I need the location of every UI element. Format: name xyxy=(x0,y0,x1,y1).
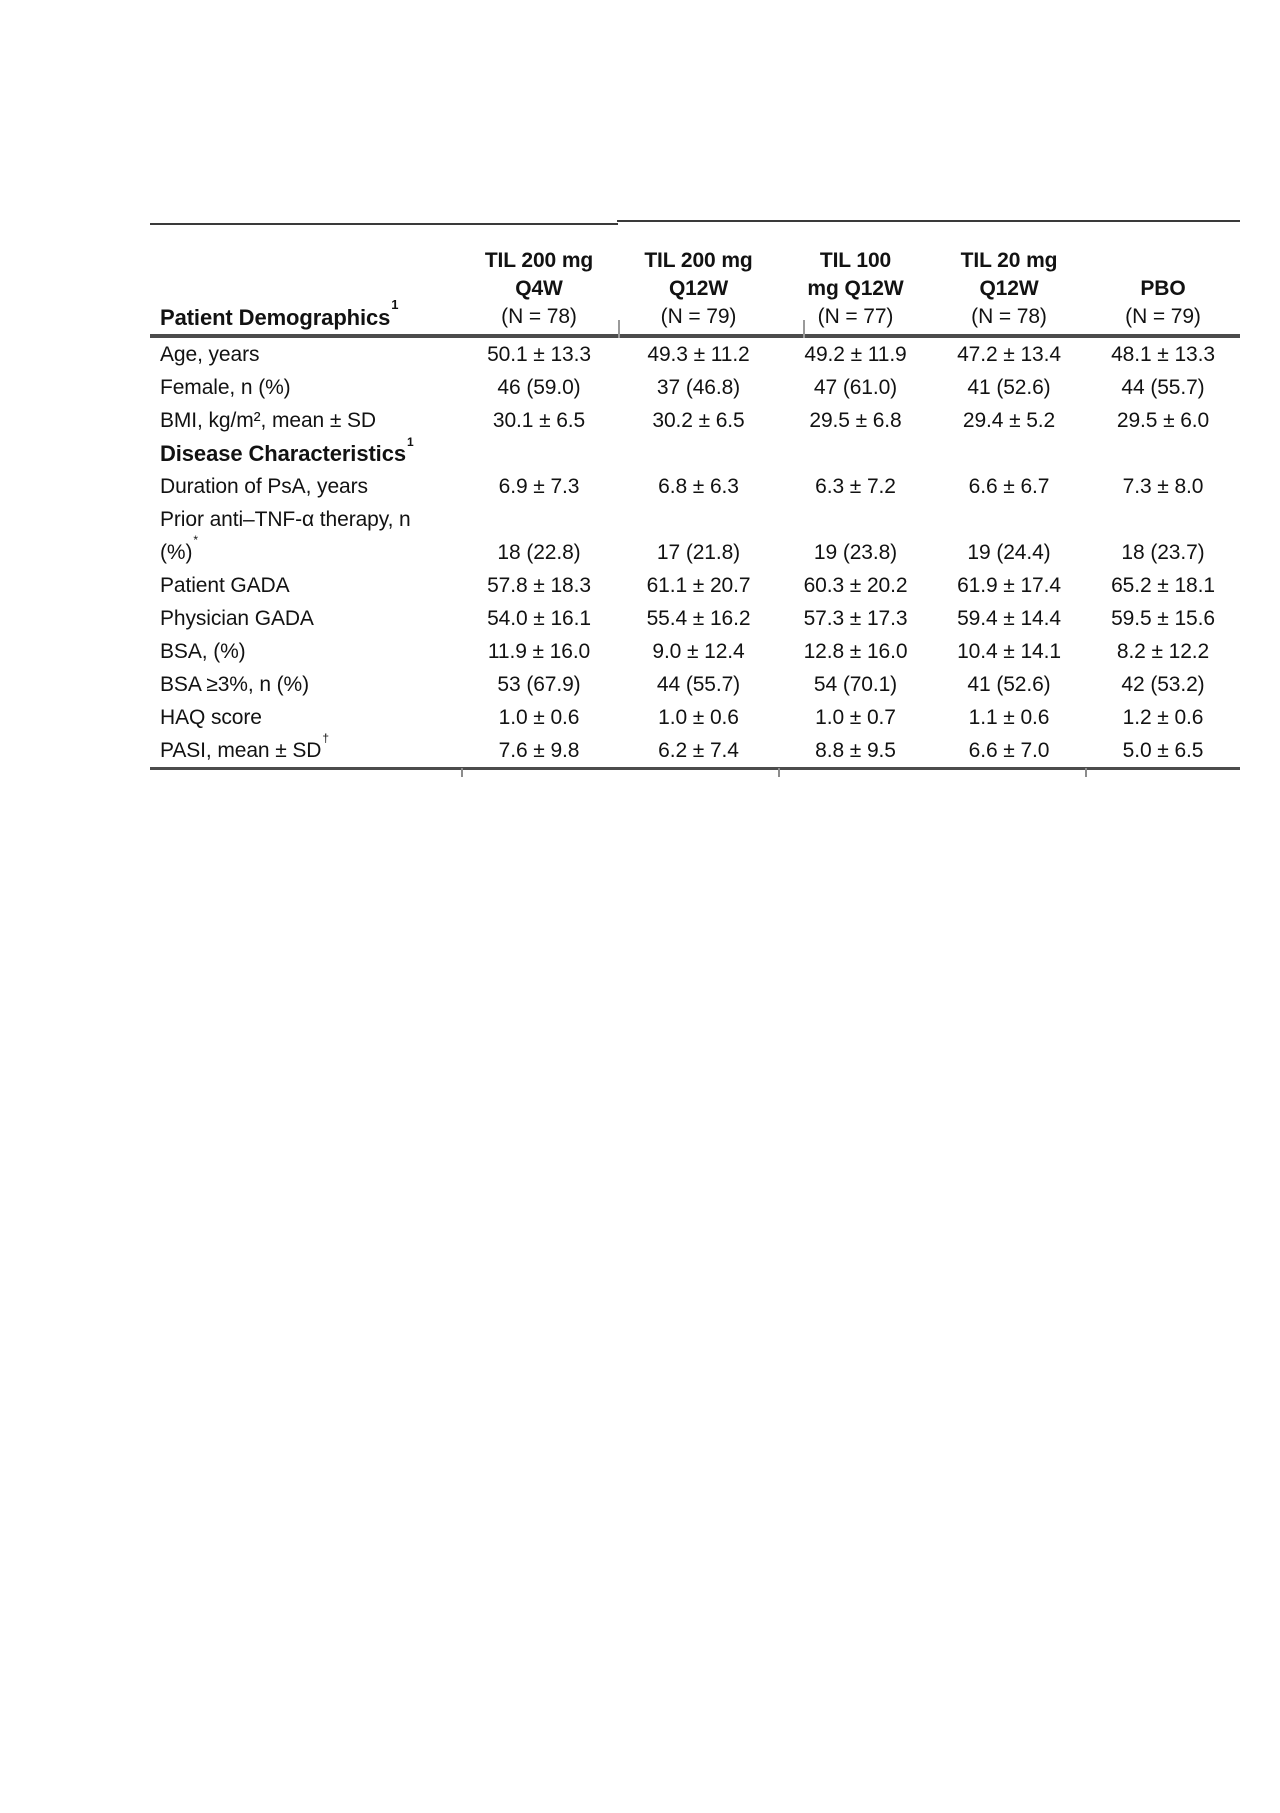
table-cell: 17 (21.8) xyxy=(656,541,741,564)
table-cell: 48.1 ± 13.3 xyxy=(1111,343,1215,366)
table-body xyxy=(150,336,1240,769)
table-cell: 6.8 ± 6.3 xyxy=(658,475,739,498)
table-cell: 44 (55.7) xyxy=(656,673,741,696)
row-label: Prior anti–TNF-α therapy, n (%)* xyxy=(160,508,411,564)
column-header-0 xyxy=(460,223,618,336)
table-cell: 57.3 ± 17.3 xyxy=(803,607,908,630)
table-cell: 18 (22.8) xyxy=(497,541,581,564)
table-cell: 1.0 ± 0.6 xyxy=(498,706,580,729)
table-cell: 19 (24.4) xyxy=(967,541,1051,564)
table-row xyxy=(150,336,1240,371)
row-label: HAQ score xyxy=(160,706,262,729)
column-header-line: TIL 200 mg xyxy=(484,249,594,272)
column-border-stub xyxy=(618,320,620,338)
row-label: BSA ≥3%, n (%) xyxy=(160,673,310,696)
table-row xyxy=(150,371,1240,404)
table-row xyxy=(150,635,1240,668)
table-cell: 47 (61.0) xyxy=(813,376,898,399)
table-cell: 50.1 ± 13.3 xyxy=(487,343,591,366)
row-label: Patient GADA xyxy=(160,574,290,597)
column-border-stub xyxy=(803,320,805,338)
table-row xyxy=(150,503,1240,569)
section-row xyxy=(150,437,1240,470)
column-header-1 xyxy=(618,223,779,336)
table-cell: 60.3 ± 20.2 xyxy=(803,574,908,597)
table-cell: 10.4 ± 14.1 xyxy=(957,640,1061,663)
corner-header-patient-demographics xyxy=(150,223,460,336)
column-border-stub xyxy=(1085,768,1087,777)
table-cell: 55.4 ± 16.2 xyxy=(646,607,751,630)
row-label: Disease Characteristics$^1$ xyxy=(160,434,414,466)
table-cell xyxy=(932,437,1086,470)
table-cell: 7.6 ± 9.8 xyxy=(498,739,580,762)
table-cell: 29.5 ± 6.8 xyxy=(809,409,902,432)
table-cell: 37 (46.8) xyxy=(656,376,741,399)
table-cell: 1.2 ± 0.6 xyxy=(1122,706,1204,729)
table-cell: 49.3 ± 11.2 xyxy=(647,343,750,366)
column-header-n: (N = 79) xyxy=(660,305,737,328)
column-header-line: TIL 20 mg xyxy=(960,249,1058,272)
table-cell xyxy=(460,437,618,470)
table-cell: 49.2 ± 11.9 xyxy=(804,343,907,366)
column-header-line: TIL 100 xyxy=(819,249,892,272)
table-cell: 30.2 ± 6.5 xyxy=(652,409,745,432)
table-cell: 29.4 ± 5.2 xyxy=(962,409,1056,432)
table-cell: 44 (55.7) xyxy=(1121,376,1205,399)
column-header-line: TIL 200 mg xyxy=(644,249,753,272)
column-header-3 xyxy=(932,223,1086,336)
table-cell: 61.9 ± 17.4 xyxy=(957,574,1061,597)
table-cell: 53 (67.9) xyxy=(497,673,581,696)
table-cell: 65.2 ± 18.1 xyxy=(1111,574,1215,597)
table-cell: 6.6 ± 6.7 xyxy=(968,475,1050,498)
column-header-n: (N = 77) xyxy=(817,305,894,328)
footnote-marker: 1 xyxy=(391,296,399,312)
table-cell: 41 (52.6) xyxy=(967,376,1051,399)
row-label: Female, n (%) xyxy=(160,376,291,399)
table-cell: 6.2 ± 7.4 xyxy=(658,739,739,762)
table-cell: 54 (70.1) xyxy=(813,673,898,696)
table-cell: 8.2 ± 12.2 xyxy=(1116,640,1210,663)
table-top-rule-right-segment xyxy=(617,220,1240,222)
table-cell: 1.0 ± 0.6 xyxy=(658,706,739,729)
row-label: PASI, mean ± SD† xyxy=(160,731,329,762)
column-header-line: mg Q12W xyxy=(807,277,904,300)
table-cell: 19 (23.8) xyxy=(813,541,898,564)
table-cell: 41 (52.6) xyxy=(967,673,1051,696)
table-cell: 59.5 ± 15.6 xyxy=(1111,607,1215,630)
header-row xyxy=(150,223,1240,336)
row-label: Duration of PsA, years xyxy=(160,475,368,498)
table-cell: 61.1 ± 20.7 xyxy=(646,574,751,597)
table-cell: 11.9 ± 16.0 xyxy=(487,640,591,663)
table-cell: 9.0 ± 12.4 xyxy=(652,640,745,663)
table-cell: 6.6 ± 7.0 xyxy=(968,739,1050,762)
column-header-4 xyxy=(1086,223,1240,336)
table-row xyxy=(150,701,1240,734)
table-cell: 29.5 ± 6.0 xyxy=(1116,409,1210,432)
table-cell: 1.0 ± 0.7 xyxy=(815,706,896,729)
table-cell: 7.3 ± 8.0 xyxy=(1122,475,1204,498)
table-cell: 47.2 ± 13.4 xyxy=(957,343,1061,366)
column-header-n: (N = 79) xyxy=(1125,305,1201,328)
table-row xyxy=(150,470,1240,503)
patient-demographics-table xyxy=(150,223,1240,770)
table-cell: 42 (53.2) xyxy=(1121,673,1205,696)
table-cell: 6.9 ± 7.3 xyxy=(498,475,580,498)
footnote-marker: 1 xyxy=(406,434,414,449)
table-cell: 54.0 ± 16.1 xyxy=(487,607,591,630)
table-cell xyxy=(1086,437,1240,470)
table-cell: 57.8 ± 18.3 xyxy=(487,574,591,597)
row-label: BSA, (%) xyxy=(160,640,246,663)
table-cell xyxy=(779,437,932,470)
column-border-stub xyxy=(778,768,780,777)
column-header-line: PBO xyxy=(1140,277,1186,300)
table-cell: 12.8 ± 16.0 xyxy=(803,640,908,663)
table-cell: 59.4 ± 14.4 xyxy=(957,607,1061,630)
row-label: BMI, kg/m², mean ± SD xyxy=(160,409,376,432)
column-header-n: (N = 78) xyxy=(971,305,1047,328)
column-header-n: (N = 78) xyxy=(501,305,577,328)
table-cell: 1.1 ± 0.6 xyxy=(968,706,1050,729)
footnote-marker: † xyxy=(322,731,329,745)
table-row xyxy=(150,602,1240,635)
column-header-2 xyxy=(779,223,932,336)
table-row xyxy=(150,404,1240,437)
table-cell: 5.0 ± 6.5 xyxy=(1122,739,1204,762)
table-cell: 6.3 ± 7.2 xyxy=(815,475,896,498)
corner-header-text: Patient Demographics xyxy=(160,305,391,330)
column-border-stub xyxy=(461,768,463,777)
table-cell: 18 (23.7) xyxy=(1121,541,1205,564)
table-row xyxy=(150,569,1240,602)
table-cell xyxy=(618,437,779,470)
table-cell: 30.1 ± 6.5 xyxy=(492,409,586,432)
row-label: Physician GADA xyxy=(160,607,314,630)
column-header-line: Q12W xyxy=(979,277,1039,300)
column-header-line: Q12W xyxy=(668,277,729,300)
table-row xyxy=(150,668,1240,701)
footnote-marker: * xyxy=(193,533,198,547)
column-header-line: Q4W xyxy=(515,277,563,300)
table-cell: 8.8 ± 9.5 xyxy=(815,739,896,762)
row-label: Age, years xyxy=(160,343,260,366)
table-cell: 46 (59.0) xyxy=(497,376,581,399)
table-row xyxy=(150,734,1240,769)
